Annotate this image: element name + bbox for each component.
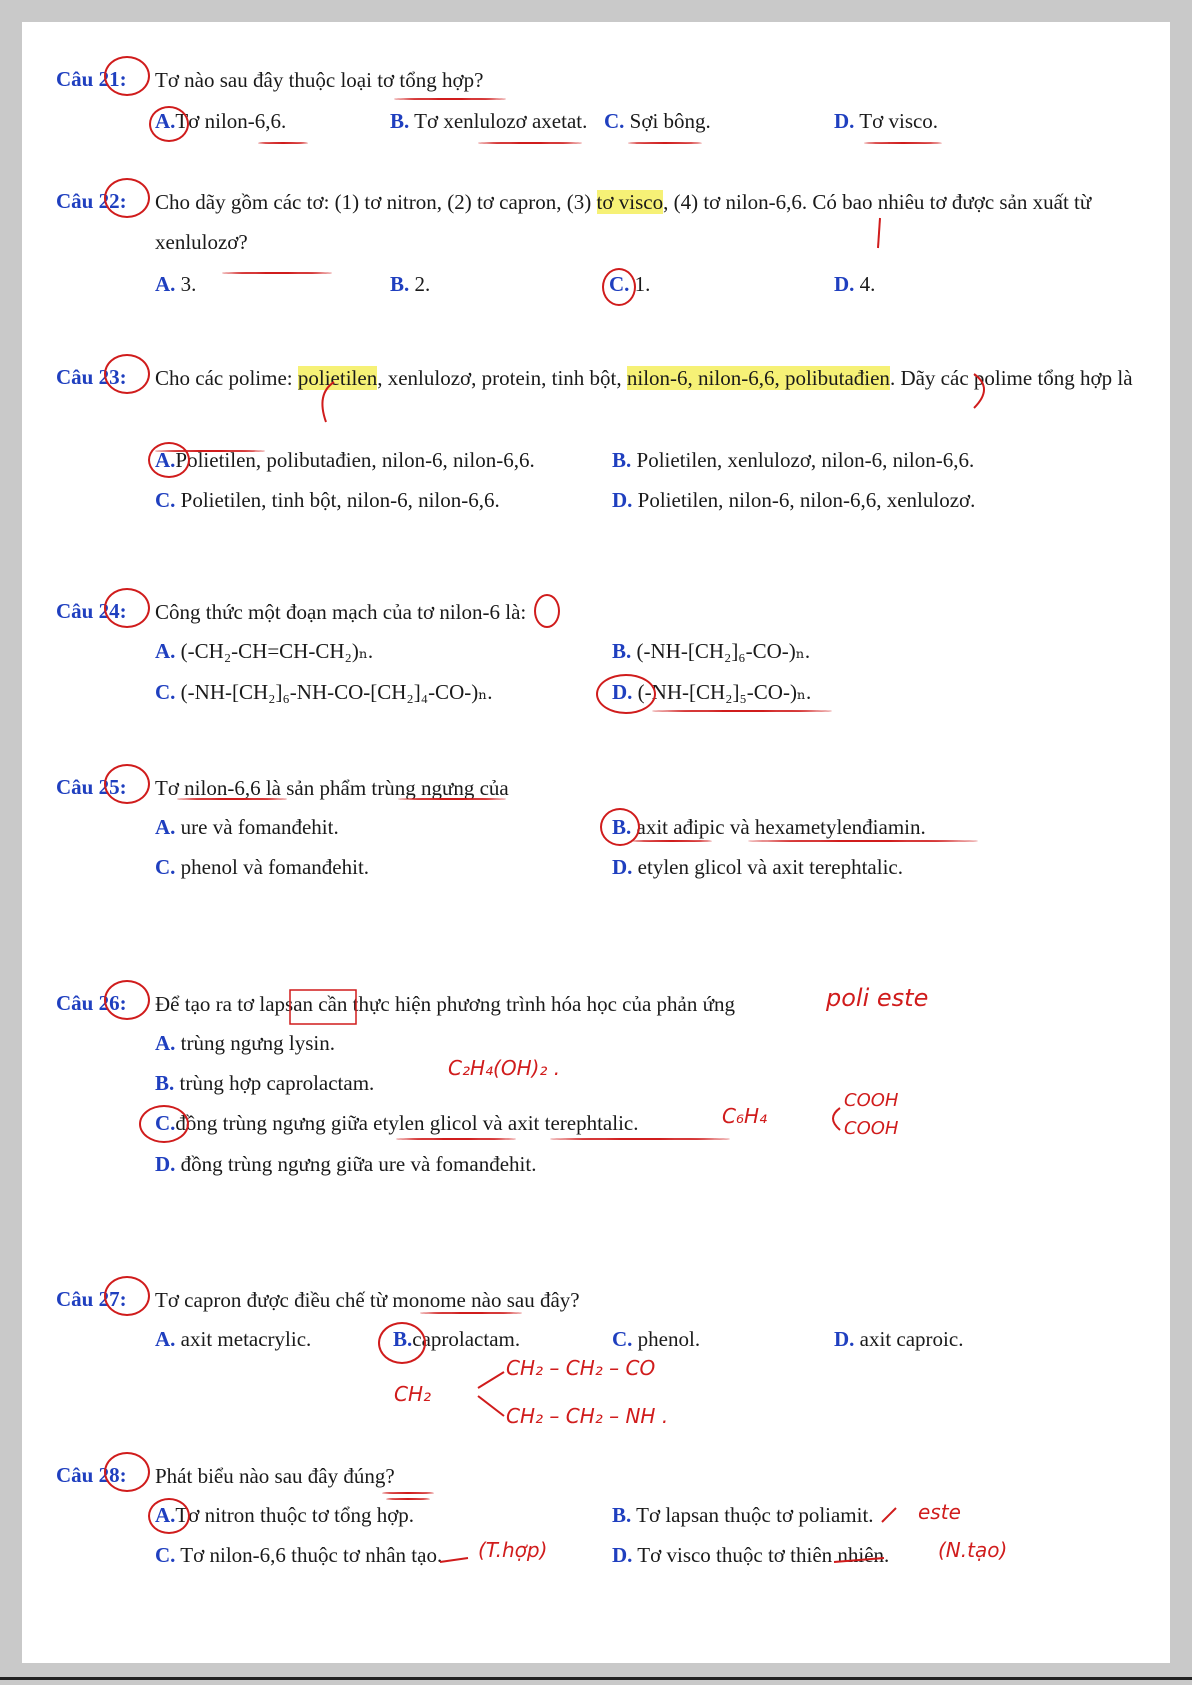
option-key: A.	[155, 448, 176, 472]
highlighted-text: nilon-6, nilon-6,6, polibutađien	[626, 366, 890, 390]
worksheet-page	[22, 22, 1170, 1663]
option-key: C.	[604, 109, 625, 133]
option-key: A.	[155, 1031, 176, 1055]
strike-amit	[882, 1508, 896, 1522]
option-key: A.	[155, 815, 176, 839]
option-key: D.	[834, 109, 855, 133]
text-part: . Dãy các polime tổng hợp là	[889, 366, 1133, 390]
question-label: Câu 21:	[56, 67, 127, 91]
question-label: Câu 27:	[56, 1287, 127, 1311]
option-key: D.	[612, 855, 633, 879]
option-text: 2.	[414, 272, 431, 296]
option-text: trùng ngưng lysin.	[180, 1031, 335, 1055]
question-label: Câu 24:	[56, 599, 127, 623]
handwritten-note: (N.tạo)	[938, 1538, 1008, 1562]
bracket-cooh	[833, 1108, 840, 1130]
option-text: ure và fomanđehit.	[180, 815, 339, 839]
option-key: D.	[155, 1152, 176, 1176]
text-part: Cho dãy gồm các tơ: (1) tơ nitron, (2) tơ capron, (3)	[155, 190, 597, 214]
strike-tao	[440, 1558, 468, 1562]
option-key: D.	[612, 1543, 633, 1567]
question-text: Để tạo ra tơ lapsan cần thực hiện phương trình hóa học của phản ứng	[155, 992, 736, 1016]
mark-visco	[878, 218, 880, 248]
handwritten-note: CH₂	[394, 1382, 432, 1406]
option-text: Polietilen, xenlulozơ, nilon-6, nilon-6,6.	[636, 448, 975, 472]
option-key: B.	[155, 1071, 175, 1095]
option-text: (-NH-[CH₂]₆-CO-)ₙ.	[636, 639, 811, 663]
option-key: C.	[155, 855, 176, 879]
option-text: trùng hợp caprolactam.	[179, 1071, 375, 1095]
question-label: Câu 23:	[56, 365, 127, 389]
option-text: đồng trùng ngưng giữa etylen glicol và axit terephtalic.	[175, 1111, 639, 1135]
handwritten-note: poli este	[826, 984, 929, 1012]
text-part: Cho các polime:	[155, 366, 298, 390]
question-label: Câu 26:	[56, 991, 127, 1015]
option-key: A.	[155, 109, 176, 133]
option-key: B.	[390, 109, 410, 133]
question-text: Tơ capron được điều chế từ monome nào sau đây?	[155, 1288, 580, 1312]
option-text: 4.	[859, 272, 876, 296]
option-text: Polietilen, nilon-6, nilon-6,6, xenlulozơ.	[637, 488, 976, 512]
lapsan-box	[290, 990, 356, 1024]
handwritten-note: C₆H₄	[722, 1104, 768, 1128]
option-text: axit metacrylic.	[180, 1327, 312, 1351]
option-key: D.	[834, 272, 855, 296]
option-text: axit caproic.	[859, 1327, 964, 1351]
option-key: B.	[612, 448, 632, 472]
option-text: (-NH-[CH₂]₅-CO-)ₙ.	[637, 680, 812, 704]
option-text: Tơ lapsan thuộc tơ poliamit.	[636, 1503, 874, 1527]
question-label: Câu 28:	[56, 1463, 127, 1487]
option-text: đồng trùng ngưng giữa ure và fomanđehit.	[180, 1152, 537, 1176]
option-key: A.	[155, 1327, 176, 1351]
option-text: Polietilen, tinh bột, nilon-6, nilon-6,6.	[180, 488, 500, 512]
strike-nhien	[834, 1558, 884, 1562]
option-text: phenol và fomanđehit.	[180, 855, 370, 879]
option-text: Tơ nilon-6,6 thuộc tơ nhân tạo.	[180, 1543, 443, 1567]
option-key: D.	[834, 1327, 855, 1351]
option-key: B.	[390, 272, 410, 296]
option-text: Tơ visco thuộc tơ thiên nhiên.	[637, 1543, 890, 1567]
question-text: Công thức một đoạn mạch của tơ nilon-6 là:	[155, 600, 527, 624]
bracket-left	[322, 382, 334, 422]
text-part: , (4) tơ nilon-6,6. Có bao nhiêu tơ được sản xuất từ xenlulozơ?	[155, 190, 1092, 254]
option-key: C.	[155, 680, 176, 704]
option-text: (-NH-[CH₂]₆-NH-CO-[CH₂]₄-CO-)ₙ.	[180, 680, 493, 704]
option-key: C.	[155, 488, 176, 512]
option-text: caprolactam.	[412, 1327, 521, 1351]
bracket-ch2	[478, 1372, 504, 1416]
handwritten-note: CH₂ – CH₂ – NH .	[506, 1404, 669, 1428]
handwritten-note: (T.hợp)	[478, 1538, 548, 1562]
option-key: B.	[393, 1327, 413, 1351]
highlighted-text: tơ visco	[596, 190, 664, 214]
handwritten-note: C₂H₄(OH)₂ .	[448, 1056, 561, 1080]
option-key: A.	[155, 1503, 176, 1527]
option-key: D.	[612, 680, 633, 704]
option-text: Tơ nilon-6,6.	[175, 109, 287, 133]
option-text: Tơ nitron thuộc tơ tổng hợp.	[175, 1503, 415, 1527]
option-text: Tơ visco.	[859, 109, 939, 133]
handwritten-note: COOH	[844, 1118, 899, 1139]
question-text: Tơ nilon-6,6 là sản phẩm trùng ngưng của	[155, 776, 509, 800]
option-text: (-CH₂-CH=CH-CH₂)ₙ.	[180, 639, 374, 663]
option-text: axit ađipic và hexametylenđiamin.	[636, 815, 926, 839]
option-key: C.	[609, 272, 630, 296]
handwritten-note: COOH	[844, 1090, 899, 1111]
handwritten-note: CH₂ – CH₂ – CO	[506, 1356, 656, 1380]
option-text: 1.	[634, 272, 651, 296]
option-key: A.	[155, 272, 176, 296]
option-text: 3.	[180, 272, 197, 296]
option-text: Tơ xenlulozơ axetat.	[414, 109, 588, 133]
option-text: Polietilen, polibutađien, nilon-6, nilon-6,6.	[175, 448, 535, 472]
bottom-rule	[0, 1677, 1192, 1680]
option-key: D.	[612, 488, 633, 512]
text-part: , xenlulozơ, protein, tinh bột,	[377, 366, 627, 390]
option-key: B.	[612, 815, 632, 839]
option-key: C.	[155, 1111, 176, 1135]
option-key: B.	[612, 1503, 632, 1527]
question-text: Phát biểu nào sau đây đúng?	[155, 1464, 395, 1488]
option-text: phenol.	[637, 1327, 701, 1351]
option-text: etylen glicol và axit terephtalic.	[637, 855, 903, 879]
option-key: C.	[155, 1543, 176, 1567]
handwritten-note: este	[918, 1500, 961, 1524]
question-label: Câu 25:	[56, 775, 127, 799]
highlighted-text: polietilen	[297, 366, 378, 390]
question-text: Tơ nào sau đây thuộc loại tơ tổng hợp?	[155, 68, 484, 92]
question-label: Câu 22:	[56, 189, 127, 213]
option-key: A.	[155, 639, 176, 663]
bracket-right	[974, 374, 984, 408]
option-key: B.	[612, 639, 632, 663]
option-key: C.	[612, 1327, 633, 1351]
option-text: Sợi bông.	[629, 109, 711, 133]
